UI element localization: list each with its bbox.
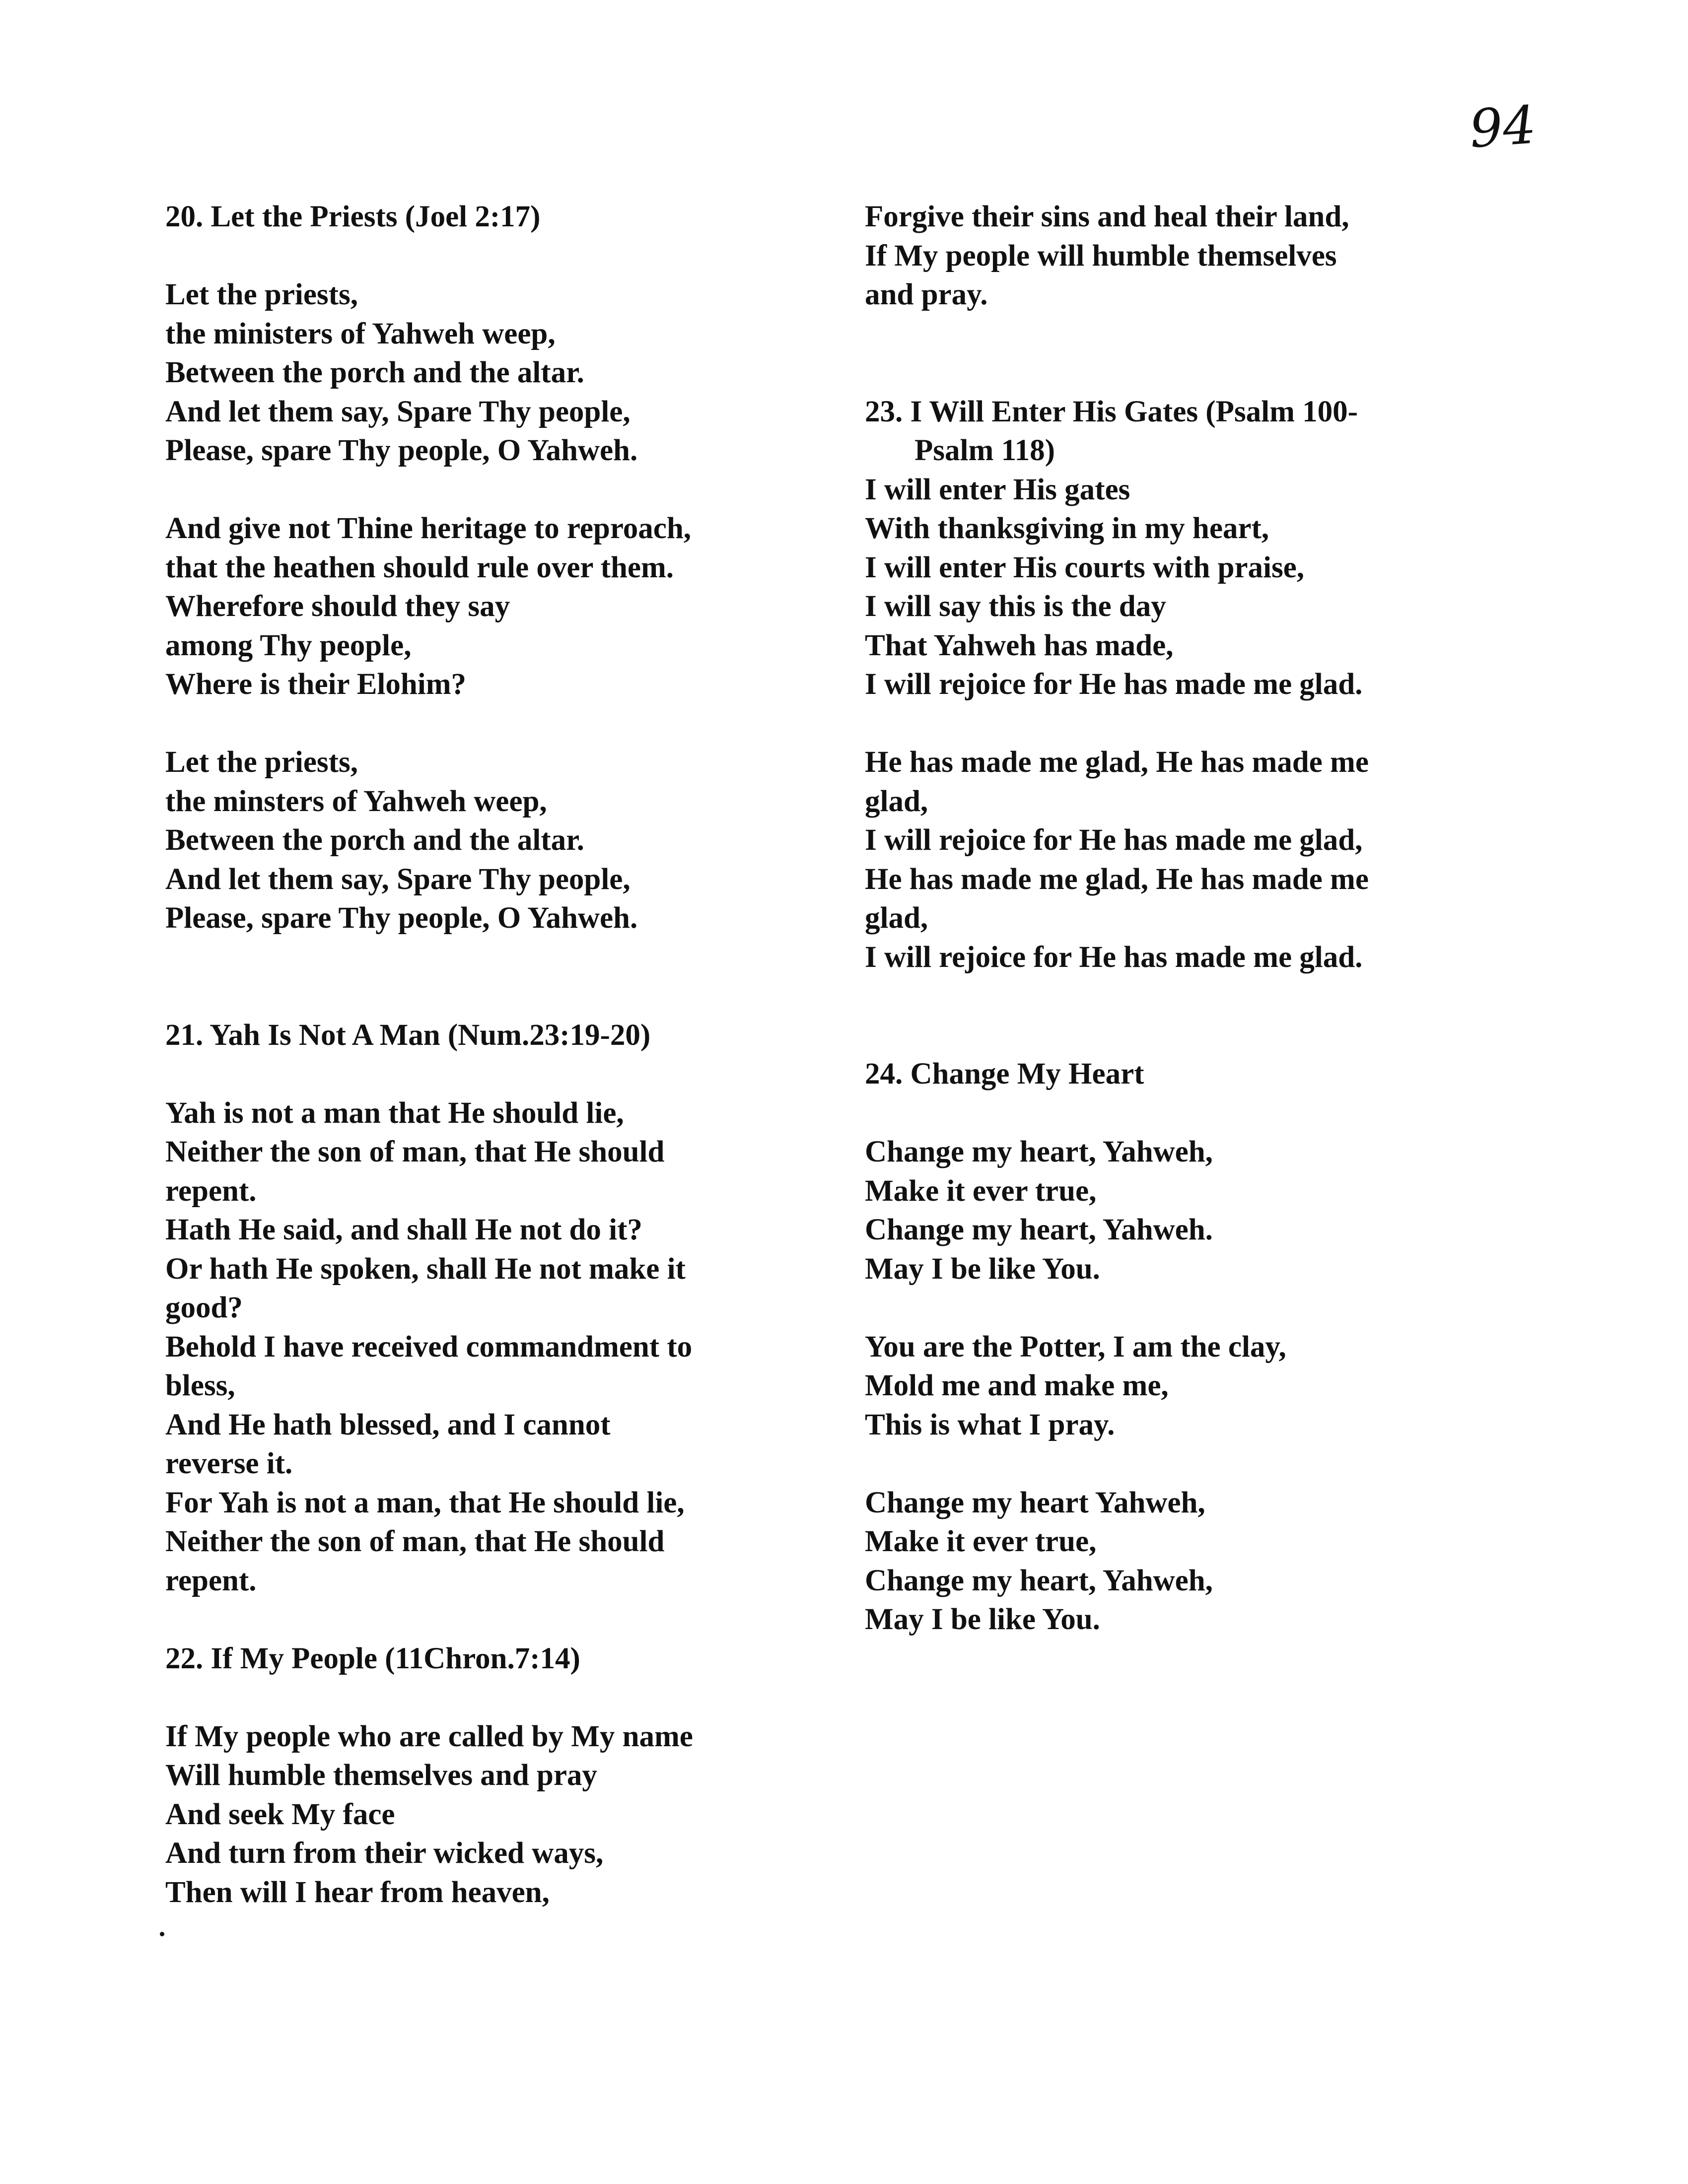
lyric-line: repent. [165, 1564, 257, 1597]
lyric-line: Make it ever true, [865, 1174, 1097, 1208]
stray-mark [160, 1932, 164, 1936]
lyric-line: May I be like You. [865, 1603, 1100, 1636]
lyric-line: And seek My face [165, 1797, 395, 1831]
lyric-line: that the heathen should rule over them. [165, 550, 674, 584]
lyric-line: Change my heart, Yahweh. [865, 1213, 1213, 1246]
lyric-line: Let the priests, [165, 278, 358, 311]
lyric-line: And let them say, Spare Thy people, [165, 395, 631, 428]
lyric-line: Change my heart, Yahweh, [865, 1564, 1213, 1597]
left-column [165, 198, 821, 1912]
lyric-line: glad, [865, 901, 928, 935]
lyric-line: I will rejoice for He has made me glad, [865, 823, 1363, 857]
lyric-line: I will enter His courts with praise, [865, 550, 1305, 584]
lyric-line: And He hath blessed, and I cannot [165, 1408, 611, 1441]
lyric-line: I will say this is the day [865, 590, 1166, 623]
lyric-line: If My people will humble themselves [865, 239, 1337, 273]
lyric-line: bless, [165, 1369, 235, 1402]
lyric-line: He has made me glad, He has made me [865, 746, 1369, 779]
lyric-line: And turn from their wicked ways, [165, 1837, 604, 1870]
lyric-line: Neither the son of man, that He should [165, 1135, 665, 1168]
lyric-line: Will humble themselves and pray [165, 1759, 597, 1792]
lyric-line: Please, spare Thy people, O Yahweh. [165, 434, 638, 467]
lyric-line: Behold I have received commandment to [165, 1330, 693, 1364]
lyric-line: May I be like You. [865, 1252, 1100, 1286]
lyric-line: the minsters of Yahweh weep, [165, 784, 547, 818]
lyric-line: Between the porch and the altar. [165, 356, 584, 389]
lyric-line: If My people who are called by My name [165, 1719, 693, 1753]
lyric-line: You are the Potter, I am the clay, [865, 1330, 1286, 1364]
song-title-continued: Psalm 118) [914, 434, 1055, 467]
lyric-line: and pray. [865, 278, 988, 311]
lyric-line: This is what I pray. [865, 1408, 1115, 1441]
lyric-line: I will rejoice for He has made me glad. [865, 940, 1363, 974]
song-title: 20. Let the Priests (Joel 2:17) [165, 200, 541, 233]
lyric-line: repent. [165, 1174, 257, 1208]
lyric-line: Change my heart Yahweh, [865, 1486, 1205, 1519]
lyric-line: Change my heart, Yahweh, [865, 1135, 1213, 1168]
lyric-line: He has made me glad, He has made me [865, 862, 1369, 896]
lyric-line: And let them say, Spare Thy people, [165, 862, 631, 896]
lyric-line: Please, spare Thy people, O Yahweh. [165, 901, 638, 935]
lyric-line: Or hath He spoken, shall He not make it [165, 1252, 686, 1286]
lyric-line: Wherefore should they say [165, 590, 510, 623]
lyric-line: Between the porch and the altar. [165, 823, 584, 857]
lyric-line: reverse it. [165, 1447, 293, 1480]
lyric-line: Where is their Elohim? [165, 668, 467, 701]
lyric-line: the ministers of Yahweh weep, [165, 317, 556, 350]
song-title: 22. If My People (11Chron.7:14) [165, 1641, 580, 1675]
lyric-line: good? [165, 1291, 243, 1324]
lyric-line: Hath He said, and shall He not do it? [165, 1213, 642, 1246]
lyric-line: That Yahweh has made, [865, 628, 1174, 662]
song-title: 21. Yah Is Not A Man (Num.23:19-20) [165, 1018, 651, 1052]
lyric-line: For Yah is not a man, that He should lie, [165, 1486, 685, 1519]
song-title: 24. Change My Heart [865, 1057, 1144, 1091]
lyric-line: Mold me and make me, [865, 1369, 1169, 1402]
lyric-line: And give not Thine heritage to reproach, [165, 512, 692, 545]
lyric-line: I will enter His gates [865, 473, 1130, 506]
lyric-line: glad, [865, 784, 928, 818]
lyric-line: Neither the son of man, that He should [165, 1525, 665, 1558]
page-number: 94 [1467, 94, 1538, 160]
song-title: 23. I Will Enter His Gates (Psalm 100- [865, 395, 1358, 428]
lyric-line: Let the priests, [165, 746, 358, 779]
lyric-line: With thanksgiving in my heart, [865, 512, 1269, 545]
lyric-line: I will rejoice for He has made me glad. [865, 668, 1363, 701]
lyric-line: Make it ever true, [865, 1525, 1097, 1558]
lyric-line: Forgive their sins and heal their land, [865, 200, 1349, 233]
lyric-line: Yah is not a man that He should lie, [165, 1096, 624, 1130]
right-column [865, 198, 1520, 1639]
lyric-line: among Thy people, [165, 628, 412, 662]
lyric-line: Then will I hear from heaven, [165, 1875, 550, 1909]
